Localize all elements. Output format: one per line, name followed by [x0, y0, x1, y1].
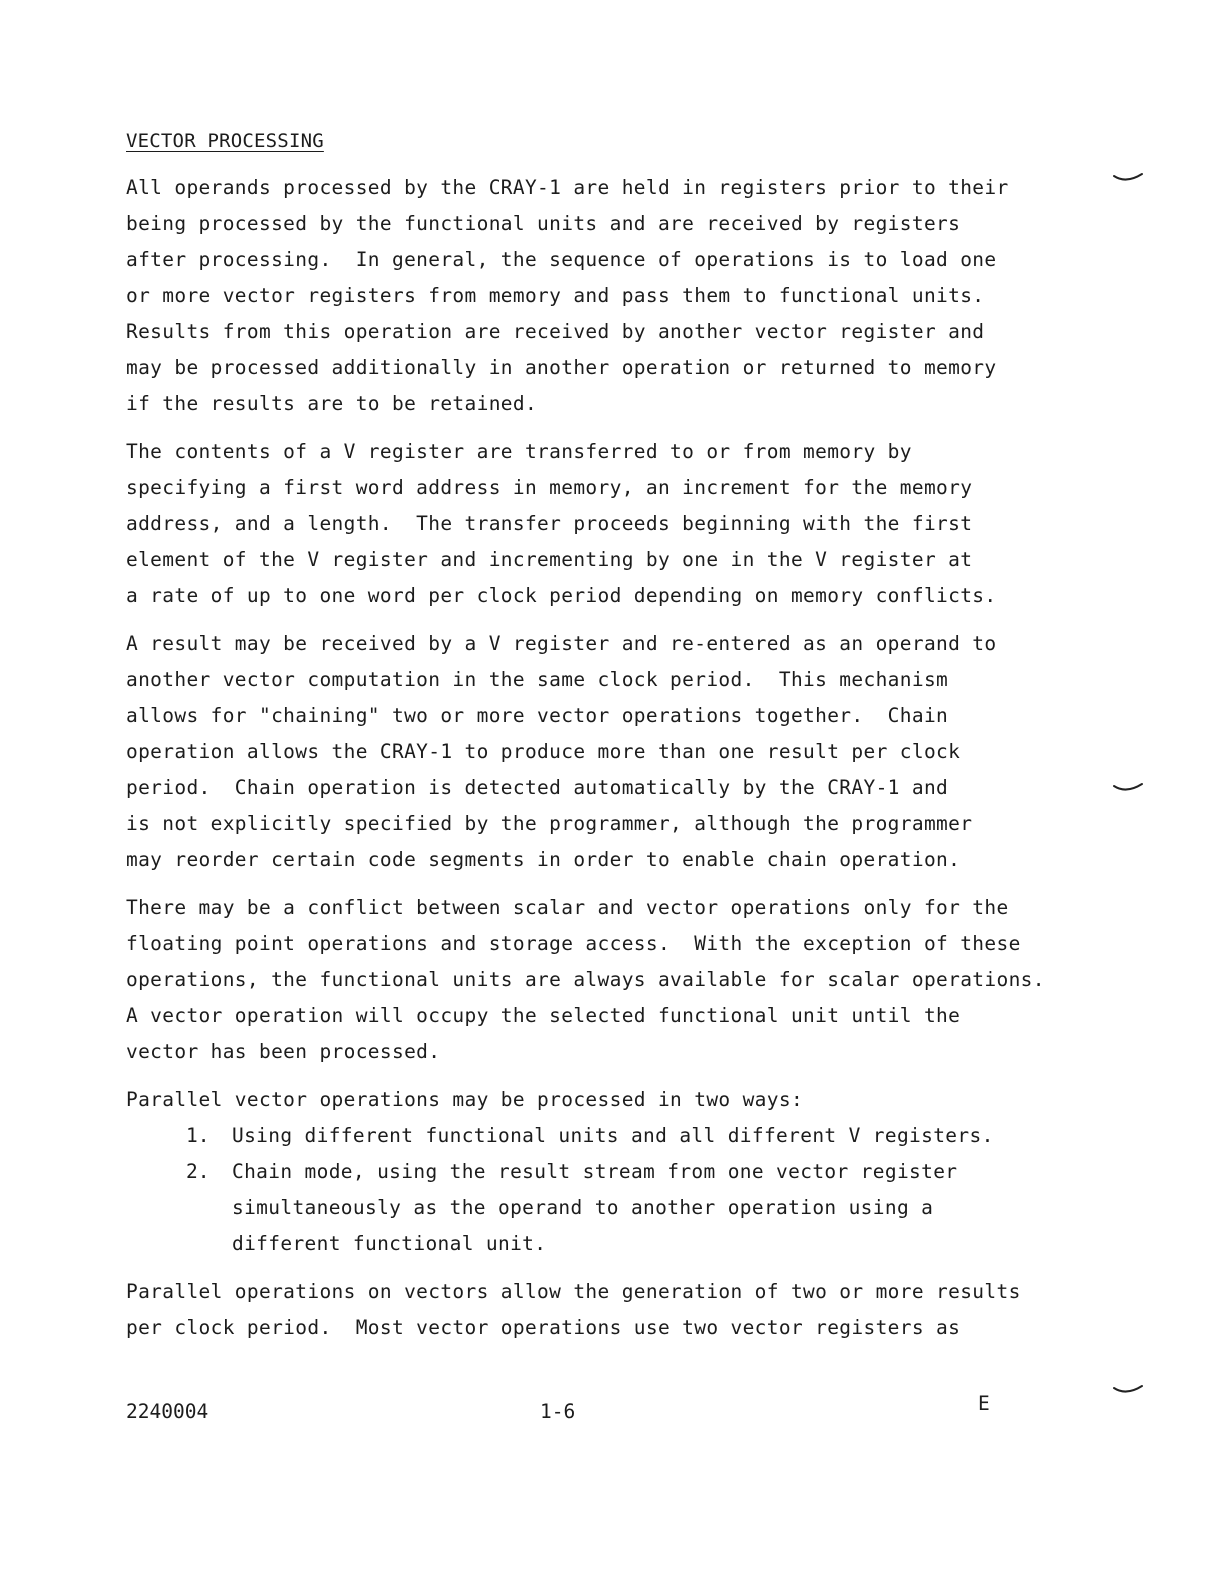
binder-mark-icon — [1112, 170, 1144, 186]
text-line: a rate of up to one word per clock period depending on memory conflicts. — [126, 584, 997, 607]
text-line: A vector operation will occupy the selected functional unit until the — [126, 1004, 961, 1027]
text-line: All operands processed by the CRAY-1 are held in registers prior to their — [126, 176, 1009, 199]
text-line: The contents of a V register are transferred to or from memory by — [126, 440, 912, 463]
text-line: Parallel operations on vectors allow the generation of two or more results — [126, 1280, 1021, 1303]
text-line: if the results are to be retained. — [126, 392, 538, 415]
binder-mark-icon — [1112, 780, 1144, 796]
revision-letter: E — [978, 1392, 990, 1415]
list-item-line: simultaneously as the operand to another operation using a — [232, 1196, 934, 1219]
section-heading: VECTOR PROCESSING — [126, 130, 324, 152]
list-item-line: Chain mode, using the result stream from one vector register — [232, 1160, 958, 1183]
text-line: after processing. In general, the sequence of operations is to load one — [126, 248, 997, 271]
text-line: operation allows the CRAY-1 to produce more than one result per clock — [126, 740, 961, 763]
text-line: Parallel vector operations may be processed in two ways: — [126, 1088, 804, 1111]
binder-mark-icon — [1112, 1382, 1144, 1398]
document-number: 2240004 — [126, 1400, 209, 1423]
text-line: vector has been processed. — [126, 1040, 441, 1063]
text-line: There may be a conflict between scalar and vector operations only for the — [126, 896, 1009, 919]
text-line: specifying a first word address in memory, an increment for the memory — [126, 476, 973, 499]
text-line: may reorder certain code segments in order to enable chain operation. — [126, 848, 961, 871]
text-line: operations, the functional units are always available for scalar operations. — [126, 968, 1045, 991]
text-line: A result may be received by a V register and re-entered as an operand to — [126, 632, 997, 655]
text-line: Results from this operation are received by another vector register and — [126, 320, 985, 343]
text-line: being processed by the functional units and are received by registers — [126, 212, 961, 235]
page-number: 1-6 — [540, 1400, 576, 1423]
text-line: floating point operations and storage access. With the exception of these — [126, 932, 1021, 955]
text-line: another vector computation in the same clock period. This mechanism — [126, 668, 949, 691]
text-line: allows for "chaining" two or more vector operations together. Chain — [126, 704, 949, 727]
list-item-line: different functional unit. — [232, 1232, 547, 1255]
text-line: element of the V register and incrementing by one in the V register at — [126, 548, 973, 571]
text-line: address, and a length. The transfer proceeds beginning with the first — [126, 512, 973, 535]
text-line: per clock period. Most vector operations use two vector registers as — [126, 1316, 961, 1339]
text-line: period. Chain operation is detected automatically by the CRAY-1 and — [126, 776, 949, 799]
list-item-number: 2. — [186, 1160, 210, 1183]
text-line: or more vector registers from memory and pass them to functional units. — [126, 284, 985, 307]
list-item-number: 1. — [186, 1124, 210, 1147]
text-line: may be processed additionally in another operation or returned to memory — [126, 356, 997, 379]
list-item-line: Using different functional units and all different V registers. — [232, 1124, 994, 1147]
text-line: is not explicitly specified by the programmer, although the programmer — [126, 812, 973, 835]
